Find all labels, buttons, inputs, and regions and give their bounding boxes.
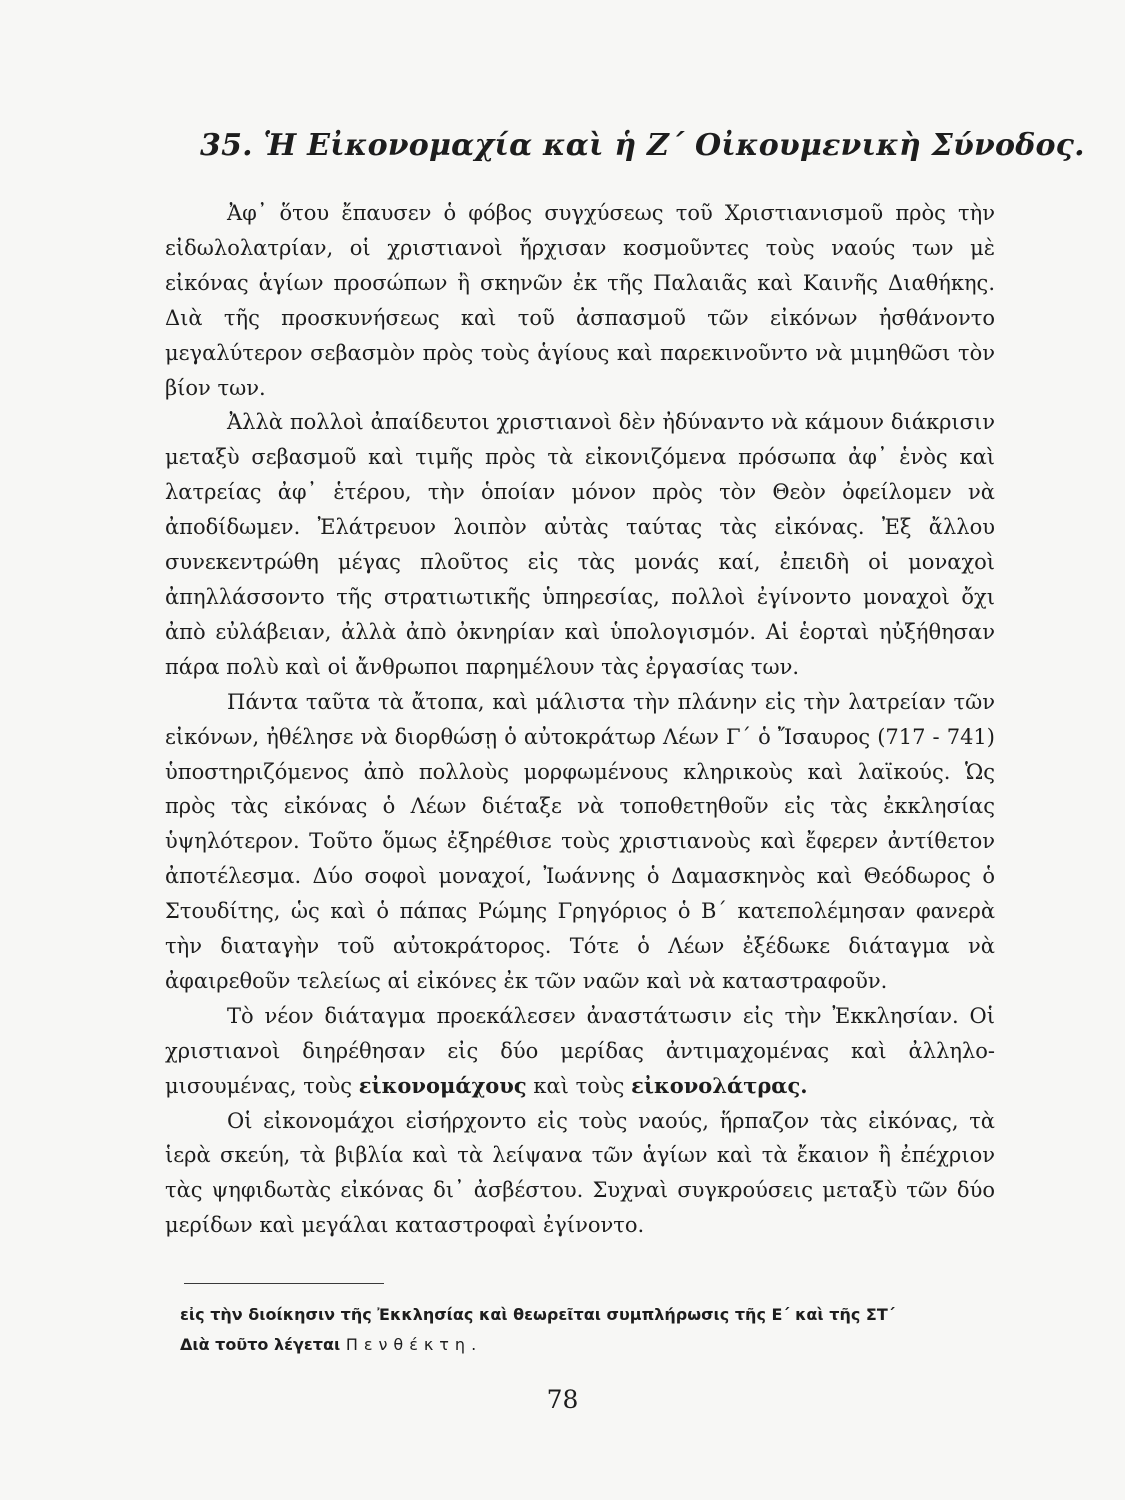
- footnote-spaced-term: Πενθέκτη.: [345, 1335, 483, 1354]
- footnote-line-1: εἰς τὴν διοίκησιν τῆς Ἐκκλησίας καὶ θεωρεῖται συμπλήρωσις τῆς Ε΄ καὶ τῆς ΣΤ΄: [180, 1305, 895, 1324]
- paragraph-5: Οἱ εἰκονομάχοι εἰσήρχοντο εἰς τοὺς ναούς, ἥρπαζον τὰς εἰκόνας, τὰ ἱερὰ σκεύη, τὰ βιβλία καὶ τὰ λείψανα τῶν ἁγίων καὶ τὰ ἔκαιον ἢ ἐπέχριον τὰς ψηφιδωτὰς εἰκόνας δι᾽ ἀσβέστου. Συχναὶ συγκρούσεις μεταξὺ τῶν δύο μερίδων καὶ μεγάλαι καταστροφαὶ ἐγίνοντο.: [165, 1108, 995, 1238]
- paragraph-4-start: Τὸ νέον διάταγμα προεκάλεσεν ἀναστάτωσιν εἰς τὴν Ἐκκλησίαν. Οἱ χριστιανοὶ διηρέθησαν εἰς δύο μερίδας ἀντιμαχομένας καὶ ἀλληλομισουμένας, τοὺς: [165, 1003, 995, 1098]
- footnote-divider: [184, 1283, 384, 1284]
- paragraph-1: Ἀφ᾽ ὅτου ἔπαυσεν ὁ φόβος συγχύσεως τοῦ Χριστιανισμοῦ πρὸς τὴν εἰδωλολατρίαν, οἱ χριστιανοὶ ἤρχισαν κοσμοῦντες τοὺς ναούς των μὲ εἰκόνας ἁγίων προσώπων ἢ σκηνῶν ἐκ τῆς Παλαιᾶς καὶ Καινῆς Διαθήκης. Διὰ τῆς προσκυνήσεως καὶ τοῦ ἀσπασμοῦ τῶν εἰκόνων ἠσθάνοντο μεγαλύτερον σεβασμὸν πρὸς τοὺς ἁγίους καὶ παρεκινοῦντο νὰ μιμηθῶσι τὸν βίον των.: [165, 201, 995, 400]
- paragraph-4-middle: καὶ τοὺς: [533, 1073, 625, 1098]
- footnote: [180, 1300, 1010, 1360]
- bold-term-iconoclasts: εἰκονομάχους: [358, 1072, 527, 1098]
- footnote-line-2-prefix: Διὰ τοῦτο λέγεται: [180, 1335, 341, 1354]
- page-number: 78: [546, 1385, 579, 1414]
- chapter-title: 35. Ἡ Εἰκονομαχία καὶ ἡ Ζ΄ Οἰκουμενικὴ Σύνοδος.: [200, 128, 1085, 163]
- paragraph-2: Ἀλλὰ πολλοὶ ἀπαίδευτοι χριστιανοὶ δὲν ἠδύναντο νὰ κάμουν διάκρισιν μεταξὺ σεβασμοῦ καὶ τιμῆς πρὸς τὰ εἰκονιζόμενα πρόσωπα ἀφ᾽ ἑνὸς καὶ λατρείας ἀφ᾽ ἑτέρου, τὴν ὁποίαν μόνον πρὸς τὸν Θεὸν ὀφείλομεν νὰ ἀποδίδωμεν. Ἐλάτρευον λοιπὸν αὐτὰς ταύτας τὰς εἰκόνας. Ἐξ ἄλλου συνεκεντρώθη μέγας πλοῦτος εἰς τὰς μονάς καί, ἐπειδὴ οἱ μοναχοὶ ἀπηλλάσσοντο τῆς στρατιωτικῆς ὑπηρεσίας, πολλοὶ ἐγίνοντο μοναχοὶ ὄχι ἀπὸ εὐλάβειαν, ἀλλὰ ἀπὸ ὀκνηρίαν καὶ ὑπολογισμόν. Αἱ ἑορταὶ ηὐξήθησαν πάρα πολὺ καὶ οἱ ἄνθρωποι παρημέλουν τὰς ἐργασίας των.: [165, 410, 995, 679]
- paragraph-3: Πάντα ταῦτα τὰ ἄτοπα, καὶ μάλιστα τὴν πλάνην εἰς τὴν λατρείαν τῶν εἰκόνων, ἠθέλησε νὰ διορθώσῃ ὁ αὐτοκράτωρ Λέων Γ΄ ὁ Ἴσαυρος (717 - 741) ὑποστηριζόμενος ἀπὸ πολλοὺς μορφωμένους κληρικοὺς καὶ λαϊκούς. Ὡς πρὸς τὰς εἰκόνας ὁ Λέων διέταξε νὰ τοποθετηθοῦν εἰς τὰς ἐκκλησίας ὑψηλότερον. Τοῦτο ὅμως ἐξηρέθισε τοὺς χριστιανοὺς καὶ ἔφερεν ἀντίθετον ἀποτέλεσμα. Δύο σοφοὶ μοναχοί, Ἰωάννης ὁ Δαμασκηνὸς καὶ Θεόδωρος ὁ Στουδίτης, ὡς καὶ ὁ πάπας Ρώμης Γρηγόριος ὁ Β΄ κατεπολέμησαν φανερὰ τὴν διαταγὴν τοῦ αὐτοκράτορος. Τότε ὁ Λέων ἐξέδωκε διάταγμα νὰ ἀφαιρεθοῦν τελείως αἱ εἰκόνες ἐκ τῶν ναῶν καὶ νὰ καταστραφοῦν.: [165, 689, 995, 993]
- body-text: [165, 196, 995, 1243]
- bold-term-iconodules: εἰκονολάτρας.: [631, 1072, 808, 1098]
- footnote-line-2: [180, 1330, 1010, 1360]
- paragraph-4: [165, 999, 995, 1104]
